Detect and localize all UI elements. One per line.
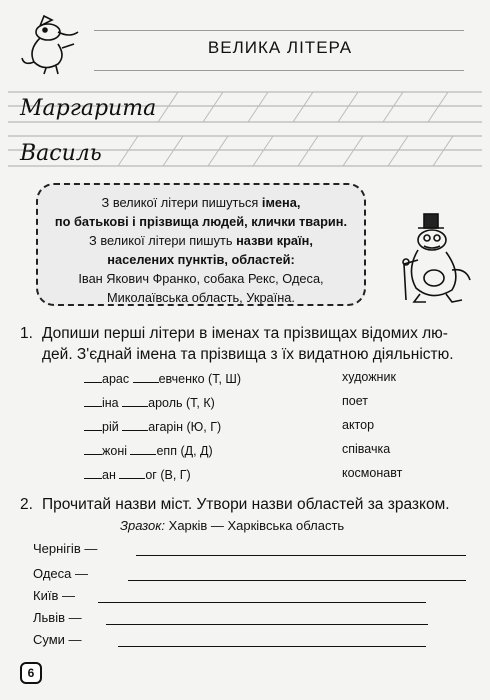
letter-blank[interactable] xyxy=(84,466,102,479)
occupation-item: актор xyxy=(342,418,375,432)
city-lviv: Львів — xyxy=(33,610,82,625)
surname-fragment: ароль (Т, К) xyxy=(148,396,215,410)
names-list xyxy=(84,370,314,490)
rule-text-1: З великої літери пишуться xyxy=(101,195,262,210)
example-text: Харків — Харківська область xyxy=(165,518,345,533)
city-sumy: Суми — xyxy=(33,632,82,647)
city-chernihiv: Чернігів — xyxy=(33,541,98,556)
city-kyiv: Київ — xyxy=(33,588,75,603)
task2-number: 2. xyxy=(20,496,33,513)
surname-fragment: агарін (Ю, Г) xyxy=(148,420,222,434)
surname-fragment: епп (Д, Д) xyxy=(156,444,213,458)
header-line-top xyxy=(94,30,464,31)
rule-bold-4: населених пунктів, областей: xyxy=(107,252,295,267)
first-name-fragment: жоні xyxy=(102,444,127,458)
task2-text: Прочитай назви міст. Утвори назви областей за зразком. xyxy=(42,496,450,513)
rule-text-3: З великої літери пишуть xyxy=(89,233,237,248)
first-name-fragment: ан xyxy=(102,468,116,482)
answer-line-5[interactable] xyxy=(118,646,426,647)
name-row xyxy=(84,394,314,418)
occupation-item: поет xyxy=(342,394,368,408)
answer-line-3[interactable] xyxy=(98,602,426,603)
city-odesa: Одеса — xyxy=(33,566,88,581)
dinosaur-illustration xyxy=(18,14,88,76)
task1-text-line1: Допиши перші літери в іменах та прізвищах відомих лю- xyxy=(42,325,448,342)
name-row xyxy=(84,418,314,442)
rule-example-2: Миколаївська область, Україна. xyxy=(107,290,295,305)
rule-example-1: Іван Якович Франко, собака Рекс, Одеса, xyxy=(78,271,324,286)
rule-bold-3: назви країн, xyxy=(236,233,313,248)
letter-blank[interactable] xyxy=(119,466,145,479)
first-name-fragment: рій xyxy=(102,420,119,434)
rule-bold-2: по батькові і прізвища людей, клички тварин. xyxy=(54,214,348,229)
name-row xyxy=(84,442,314,466)
answer-line-1[interactable] xyxy=(136,555,466,556)
header-line-bottom xyxy=(94,70,464,71)
letter-blank[interactable] xyxy=(84,394,102,407)
task1-jobs xyxy=(342,370,402,490)
task1-text-line2: дей. З'єднай імена та прізвища з їх видатною діяльністю. xyxy=(42,346,454,363)
first-name-fragment: арас xyxy=(102,372,130,386)
task2-example xyxy=(120,518,344,533)
name-row xyxy=(84,370,314,394)
dinosaur-hat-illustration xyxy=(396,210,476,306)
handwriting-name-1: Маргарита xyxy=(20,96,157,121)
page-number: 6 xyxy=(20,662,42,684)
occupation-item: співачка xyxy=(342,442,391,456)
letter-blank[interactable] xyxy=(122,394,148,407)
name-row xyxy=(84,466,314,490)
answer-line-2[interactable] xyxy=(128,580,466,581)
letter-blank[interactable] xyxy=(84,418,102,431)
letter-blank[interactable] xyxy=(133,370,159,383)
rule-box xyxy=(36,183,366,306)
letter-blank[interactable] xyxy=(130,442,156,455)
letter-blank[interactable] xyxy=(84,442,102,455)
first-name-fragment: іна xyxy=(102,396,119,410)
occupation-item: художник xyxy=(342,370,396,384)
surname-fragment: евченко (Т, Ш) xyxy=(158,372,242,386)
task1-names xyxy=(84,370,314,490)
handwriting-name-2: Василь xyxy=(20,141,102,166)
example-label: Зразок: xyxy=(120,518,166,533)
surname-fragment: ог (В, Г) xyxy=(145,468,191,482)
letter-blank[interactable] xyxy=(122,418,148,431)
rule-bold-1: імена, xyxy=(261,195,301,210)
page-title: ВЕЛИКА ЛІТЕРА xyxy=(207,38,353,57)
letter-blank[interactable] xyxy=(84,370,102,383)
answer-line-4[interactable] xyxy=(106,624,428,625)
jobs-list xyxy=(342,370,402,490)
task1-number: 1. xyxy=(20,325,33,342)
occupation-item: космонавт xyxy=(342,466,403,480)
